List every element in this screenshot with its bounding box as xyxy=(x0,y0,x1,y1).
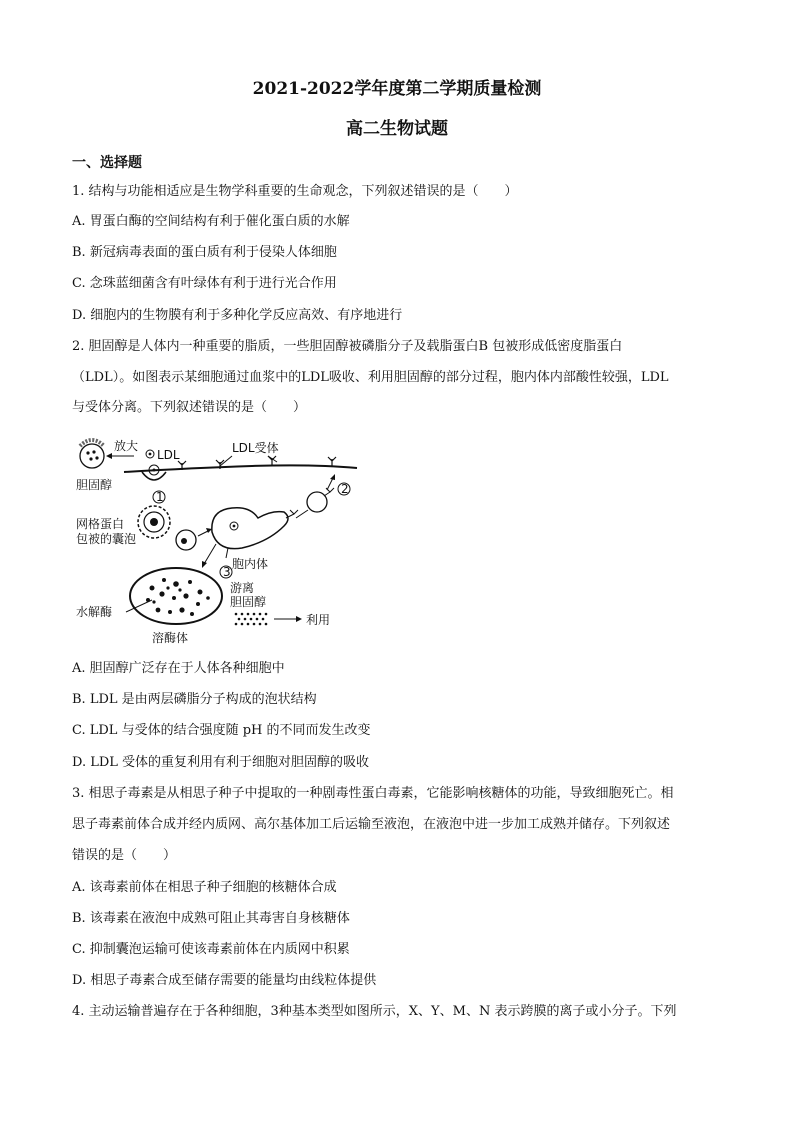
q2-stem-line2: （LDL）。如图表示某细胞通过血浆中的LDL吸收、利用胆固醇的部分过程，胞内体内部酸性较强，LDL xyxy=(72,370,669,385)
step-3-label: 3 xyxy=(223,565,231,579)
q3-stem-line2: 思子毒素前体合成并经内质网、高尔基体加工后运输至液泡，在液泡中进一步加工成熟并储存。下列叙述 xyxy=(72,817,671,832)
q1-option-a: A. 胃蛋白酶的空间结构有利于催化蛋白质的水解 xyxy=(72,214,350,229)
label-endosome: 胞内体 xyxy=(232,557,269,571)
q1-option-d: D. 细胞内的生物膜有利于多种化学反应高效、有序地进行 xyxy=(72,308,403,323)
q2-option-a: A. 胆固醇广泛存在于人体各种细胞中 xyxy=(72,661,285,676)
q3-option-d: D. 相思子毒素合成至储存需要的能量均由线粒体提供 xyxy=(72,973,377,988)
label-free-line1: 游离 xyxy=(230,581,255,595)
free-cholesterol-dots xyxy=(235,613,268,626)
label-vesicle-line2: 包被的囊泡 xyxy=(76,532,137,546)
q2-option-d: D. LDL 受体的重复利用有利于细胞对胆固醇的吸收 xyxy=(72,755,370,770)
exam-subtitle: 高二生物试题 xyxy=(346,119,448,139)
label-ldl-receptor: LDL受体 xyxy=(232,441,279,455)
label-free-line2: 胆固醇 xyxy=(230,595,267,609)
q3-option-b: B. 该毒素在液泡中成熟可阻止其毒害自身核糖体 xyxy=(72,911,350,926)
label-use: 利用 xyxy=(306,613,331,627)
step-2-label: 2 xyxy=(341,482,349,496)
q1-option-b: B. 新冠病毒表面的蛋白质有利于侵染人体细胞 xyxy=(72,245,337,260)
q3-option-c: C. 抑制囊泡运输可使该毒素前体在内质网中积累 xyxy=(72,942,350,957)
q2-option-b: B. LDL 是由两层磷脂分子构成的泡状结构 xyxy=(72,692,317,707)
label-hydrolase: 水解酶 xyxy=(76,605,113,619)
magnified-ldl xyxy=(80,440,104,468)
q2-stem-line3: 与受体分离。下列叙述错误的是（ ） xyxy=(72,400,307,415)
step-1-label: 1 xyxy=(156,490,164,504)
exam-title: 2021-2022学年度第二学期质量检测 xyxy=(252,79,542,99)
q1-option-c: C. 念珠蓝细菌含有叶绿体有利于进行光合作用 xyxy=(72,276,337,291)
label-ldl: LDL xyxy=(157,448,180,462)
label-magnify: 放大 xyxy=(114,439,139,453)
lysosome-enzymes xyxy=(146,578,210,616)
label-cholesterol: 胆固醇 xyxy=(76,478,113,492)
section-heading: 一、选择题 xyxy=(72,155,142,171)
q1-stem: 1. 结构与功能相适应是生物学科重要的生命观念，下列叙述错误的是（ ） xyxy=(72,184,518,199)
q3-stem-line3: 错误的是（ ） xyxy=(72,848,177,863)
q2-stem-line1: 2. 胆固醇是人体内一种重要的脂质，一些胆固醇被磷脂分子及载脂蛋白B 包被形成低密度脂蛋白 xyxy=(72,339,623,354)
q2-option-c: C. LDL 与受体的结合强度随 pH 的不同而发生改变 xyxy=(72,723,371,738)
q3-stem-line1: 3. 相思子毒素是从相思子种子中提取的一种剧毒性蛋白毒素，它能影响核糖体的功能，导致细胞死亡。相 xyxy=(72,786,674,801)
ldl-uptake-diagram xyxy=(72,432,372,652)
q4-stem-line1: 4. 主动运输普遍存在于各种细胞，3种基本类型如图所示，X、Y、M、N 表示跨膜的离子或小分子。下列 xyxy=(72,1004,677,1019)
q3-option-a: A. 该毒素前体在相思子种子细胞的核糖体合成 xyxy=(72,880,337,895)
label-vesicle-line1: 网格蛋白 xyxy=(76,517,125,531)
label-lysosome: 溶酶体 xyxy=(152,631,189,645)
